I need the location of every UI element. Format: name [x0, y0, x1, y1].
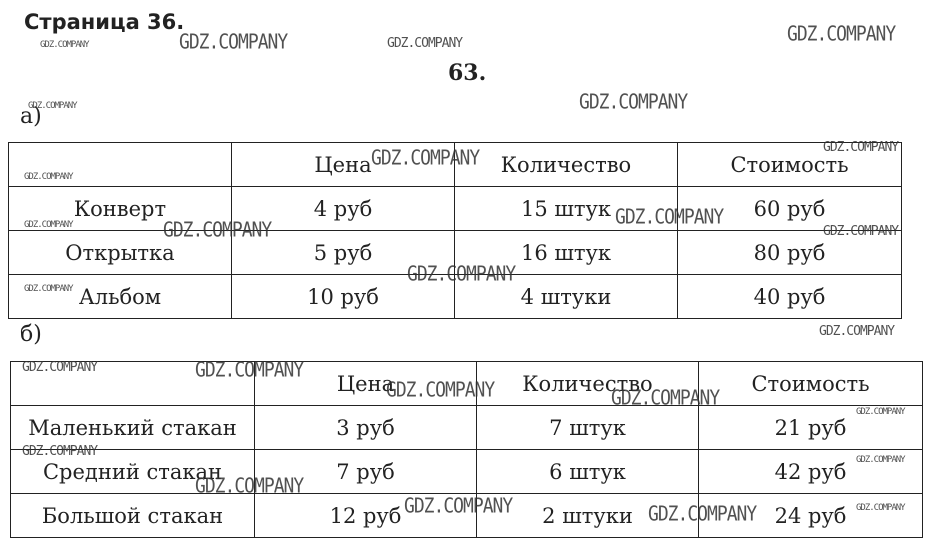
row-quantity: 7 штук [477, 406, 699, 450]
header-cell-quantity: Количество [477, 362, 699, 406]
watermark: GDZ.COMPANY [611, 386, 720, 411]
watermark: GDZ.COMPANY [787, 22, 896, 47]
header-cell-price: Цена [255, 362, 477, 406]
row-item-name: Открытка [9, 231, 232, 275]
header-cell-empty [11, 362, 255, 406]
table-header-row [11, 362, 923, 406]
table-row [11, 494, 923, 538]
row-quantity: 15 штук [455, 187, 678, 231]
header-cell-cost: Стоимость [699, 362, 923, 406]
row-quantity: 16 штук [455, 231, 678, 275]
row-item-name: Конверт [9, 187, 232, 231]
row-quantity: 2 штуки [477, 494, 699, 538]
header-cell-cost: Стоимость [678, 143, 902, 187]
row-quantity: 4 штуки [455, 275, 678, 319]
header-cell-empty [9, 143, 232, 187]
watermark: GDZ.COMPANY [819, 324, 895, 339]
row-cost: 80 руб [678, 231, 902, 275]
page-heading: Страница 36. [24, 10, 185, 34]
watermark: GDZ.COMPANY [856, 407, 905, 417]
row-price: 7 руб [255, 450, 477, 494]
watermark: GDZ.COMPANY [195, 358, 304, 383]
row-cost: 21 руб [699, 406, 923, 450]
row-price: 10 руб [232, 275, 455, 319]
row-item-name: Средний стакан [11, 450, 255, 494]
row-cost: 60 руб [678, 187, 902, 231]
part-a-label: а) [20, 104, 42, 129]
exercise-number: 63. [448, 60, 487, 86]
row-price: 3 руб [255, 406, 477, 450]
header-cell-quantity: Количество [455, 143, 678, 187]
watermark: GDZ.COMPANY [22, 444, 98, 459]
watermark: GDZ.COMPANY [22, 360, 98, 375]
table-row [11, 450, 923, 494]
row-cost: 40 руб [678, 275, 902, 319]
watermark: GDZ.COMPANY [407, 262, 516, 287]
watermark: GDZ.COMPANY [856, 455, 905, 465]
watermark: GDZ.COMPANY [24, 220, 73, 230]
table-part-a [8, 142, 902, 319]
row-item-name: Большой стакан [11, 494, 255, 538]
watermark: GDZ.COMPANY [163, 218, 272, 243]
row-price: 4 руб [232, 187, 455, 231]
row-price: 5 руб [232, 231, 455, 275]
row-price: 12 руб [255, 494, 477, 538]
watermark: GDZ.COMPANY [404, 494, 513, 519]
table-header-row [9, 143, 902, 187]
watermark: GDZ.COMPANY [371, 146, 480, 171]
watermark: GDZ.COMPANY [615, 205, 724, 230]
table-row [9, 231, 902, 275]
row-quantity: 6 штук [477, 450, 699, 494]
part-b-label: б) [20, 322, 42, 347]
row-cost: 42 руб [699, 450, 923, 494]
watermark: GDZ.COMPANY [28, 101, 77, 111]
watermark: GDZ.COMPANY [179, 30, 288, 55]
watermark: GDZ.COMPANY [823, 224, 899, 239]
row-item-name: Альбом [9, 275, 232, 319]
table-row [9, 187, 902, 231]
watermark: GDZ.COMPANY [24, 284, 73, 294]
watermark: GDZ.COMPANY [195, 474, 304, 499]
watermark: GDZ.COMPANY [648, 502, 757, 527]
table-part-b [10, 361, 923, 538]
watermark: GDZ.COMPANY [40, 40, 89, 50]
table-row [9, 275, 902, 319]
watermark: GDZ.COMPANY [823, 140, 899, 155]
watermark: GDZ.COMPANY [387, 36, 463, 51]
watermark: GDZ.COMPANY [579, 90, 688, 115]
watermark: GDZ.COMPANY [856, 503, 905, 513]
row-cost: 24 руб [699, 494, 923, 538]
watermark: GDZ.COMPANY [386, 378, 495, 403]
watermark: GDZ.COMPANY [24, 172, 73, 182]
row-item-name: Маленький стакан [11, 406, 255, 450]
table-row [11, 406, 923, 450]
header-cell-price: Цена [232, 143, 455, 187]
